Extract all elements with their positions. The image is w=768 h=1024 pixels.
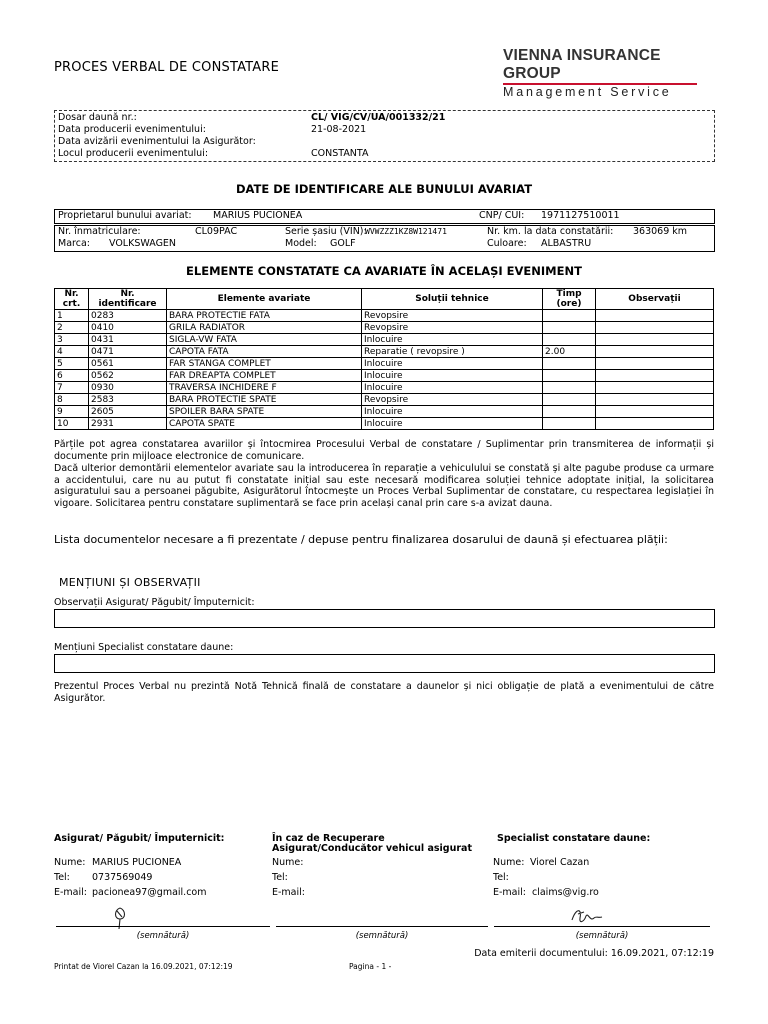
vehicle-box	[54, 225, 715, 252]
cell-solution: Inlocuire	[362, 418, 543, 430]
reg-value: CL09PAC	[195, 226, 238, 237]
table-row	[55, 346, 714, 358]
cell-id: 2605	[89, 406, 167, 418]
signature-col2-title-2: Asigurat/Conducător vehicul asigurat	[272, 843, 472, 854]
cell-nr: 3	[55, 334, 89, 346]
paragraph-agreement: Părțile pot agrea constatarea avariilor și întocmirea Procesului Verbal de constatare / Suplimentar prin transmiterea de informații și documente prin mijloace electronice de comunicare.	[54, 439, 714, 462]
table-row	[55, 334, 714, 346]
col-header-observations: Observații	[596, 289, 714, 310]
documents-list-label: Lista documentelor necesare a fi prezentate / depuse pentru finalizarea dosarului de daună și efectuarea plății:	[54, 533, 668, 546]
signature-line-col1	[56, 926, 270, 927]
cell-solution: Inlocuire	[362, 406, 543, 418]
signature-col3-title: Specialist constatare daune:	[497, 833, 651, 844]
km-label: Nr. km. la data constatării:	[487, 226, 614, 237]
cell-time	[543, 310, 596, 322]
page-number: Pagina - 1 -	[349, 962, 392, 971]
cell-id: 0562	[89, 370, 167, 382]
col3-tel-label: Tel:	[493, 872, 509, 883]
cell-solution: Inlocuire	[362, 382, 543, 394]
cell-id: 0431	[89, 334, 167, 346]
cell-observation	[596, 334, 714, 346]
logo-line1: VIENNA INSURANCE GROUP	[503, 47, 661, 82]
paragraph-supplementary: Dacă ulterior demontării elementelor avariate sau la introducerea în reparație a vehiculului se constată și alte pagube produse ca urmare a accidentului, care nu au putut fi constatate inițial sau este necesară modificarea soluției tehnice adoptate inițial, la solicitarea asiguratului sau a persoanei păgubite, Asigurătorul întocmește un Proces Verbal Suplimentar de constatare, cu respectarea legislației în vigoare. Solicitarea pentru constatare suplimentară se face prin același canal prin care s-a avizat dauna.	[54, 463, 714, 509]
cell-observation	[596, 394, 714, 406]
claim-info-box	[54, 110, 715, 162]
signature-col1-title: Asigurat/ Păgubit/ Împuternicit:	[54, 833, 225, 844]
cell-nr: 4	[55, 346, 89, 358]
col1-email-label: E-mail:	[54, 887, 87, 898]
signature-line-col3	[494, 926, 710, 927]
cell-solution: Reparatie ( revopsire )	[362, 346, 543, 358]
cell-element: FAR STANGA COMPLET	[167, 358, 362, 370]
vin-label: Serie șasiu (VIN):	[285, 226, 367, 237]
col2-name-label: Nume:	[272, 857, 304, 868]
col-header-nr: Nr. crt.	[55, 289, 89, 310]
table-row	[55, 382, 714, 394]
cell-element: CAPOTA FATA	[167, 346, 362, 358]
specialist-mentions-field[interactable]	[54, 654, 715, 673]
cell-observation	[596, 418, 714, 430]
cell-id: 0283	[89, 310, 167, 322]
cell-nr: 7	[55, 382, 89, 394]
signature-line-col2	[276, 926, 488, 927]
cell-solution: Inlocuire	[362, 358, 543, 370]
cell-element: BARA PROTECTIE FATA	[167, 310, 362, 322]
cell-element: FAR DREAPTA COMPLET	[167, 370, 362, 382]
cell-nr: 5	[55, 358, 89, 370]
cell-nr: 10	[55, 418, 89, 430]
col-header-elements: Elemente avariate	[167, 289, 362, 310]
cell-observation	[596, 370, 714, 382]
document-title: PROCES VERBAL DE CONSTATARE	[54, 60, 280, 75]
cell-time	[543, 394, 596, 406]
cell-observation	[596, 358, 714, 370]
cell-nr: 1	[55, 310, 89, 322]
event-place-value: CONSTANTA	[311, 148, 369, 159]
company-logo	[503, 47, 697, 99]
make-label: Marca:	[58, 238, 90, 249]
signature-col2-title-1: În caz de Recuperare	[272, 833, 385, 844]
cell-observation	[596, 310, 714, 322]
col3-email-label: E-mail:	[493, 887, 526, 898]
cell-time: 2.00	[543, 346, 596, 358]
table-row	[55, 418, 714, 430]
cell-id: 0410	[89, 322, 167, 334]
color-value: ALBASTRU	[541, 238, 592, 249]
logo-line2: Management Service	[503, 84, 672, 99]
cell-time	[543, 358, 596, 370]
cnp-value: 1971127510011	[541, 210, 620, 221]
cell-solution: Inlocuire	[362, 370, 543, 382]
cell-nr: 2	[55, 322, 89, 334]
event-date-label: Data producerii evenimentului:	[58, 124, 206, 135]
col1-name-value: MARIUS PUCIONEA	[92, 857, 182, 868]
col1-email-value: pacionea97@gmail.com	[92, 887, 207, 898]
observations-label: Observații Asigurat/ Păgubit/ Împuternicit:	[54, 597, 255, 608]
cell-element: SPOILER BARA SPATE	[167, 406, 362, 418]
cell-time	[543, 418, 596, 430]
cell-time	[543, 322, 596, 334]
signature-col1-scribble	[108, 905, 138, 931]
signature-label-col3: (semnătură)	[575, 931, 629, 941]
col2-email-label: E-mail:	[272, 887, 305, 898]
col-header-solutions: Soluții tehnice	[362, 289, 543, 310]
make-value: VOLKSWAGEN	[109, 238, 177, 249]
col1-tel-value: 0737569049	[92, 872, 153, 883]
cell-solution: Revopsire	[362, 394, 543, 406]
dosar-label: Dosar daună nr.:	[58, 112, 137, 123]
col1-name-label: Nume:	[54, 857, 86, 868]
disclaimer-paragraph: Prezentul Proces Verbal nu prezintă Notă Tehnică finală de constatare a daunelor și nici obligație de plată a evenimentului de către Asigurător.	[54, 681, 714, 704]
cell-observation	[596, 406, 714, 418]
table-row	[55, 406, 714, 418]
cell-element: CAPOTA SPATE	[167, 418, 362, 430]
cell-element: SIGLA-VW FATA	[167, 334, 362, 346]
model-value: GOLF	[330, 238, 356, 249]
owner-row	[54, 209, 715, 224]
km-value: 363069 km	[633, 226, 688, 237]
table-row	[55, 310, 714, 322]
col3-email-value: claims@vig.ro	[532, 887, 599, 898]
cell-id: 0561	[89, 358, 167, 370]
cell-id: 2583	[89, 394, 167, 406]
table-row	[55, 370, 714, 382]
cell-solution: Revopsire	[362, 322, 543, 334]
col2-tel-label: Tel:	[272, 872, 288, 883]
col1-tel-label: Tel:	[54, 872, 70, 883]
cell-time	[543, 370, 596, 382]
cell-nr: 8	[55, 394, 89, 406]
vehicle-section-title: DATE DE IDENTIFICARE ALE BUNULUI AVARIAT	[235, 182, 533, 196]
table-row	[55, 358, 714, 370]
owner-label: Proprietarul bunului avariat:	[58, 210, 192, 221]
table-row	[55, 394, 714, 406]
mentions-title: MENȚIUNI ȘI OBSERVAȚII	[59, 576, 201, 589]
event-place-label: Locul producerii evenimentului:	[58, 148, 209, 159]
cell-time	[543, 334, 596, 346]
signature-label-col1: (semnătură)	[136, 931, 190, 941]
dosar-value: CL/ VIG/CV/UA/001332/21	[311, 112, 446, 123]
col-header-id: Nr. identificare	[89, 289, 167, 310]
signature-col3-scribble	[568, 906, 606, 928]
table-row	[55, 322, 714, 334]
observations-field[interactable]	[54, 609, 715, 628]
cell-element: TRAVERSA INCHIDERE F	[167, 382, 362, 394]
cell-nr: 9	[55, 406, 89, 418]
cell-id: 2931	[89, 418, 167, 430]
specialist-mentions-label: Mențiuni Specialist constatare daune:	[54, 642, 234, 653]
printed-by: Printat de Viorel Cazan la 16.09.2021, 07:12:19	[54, 962, 233, 971]
cell-observation	[596, 322, 714, 334]
notice-date-label: Data avizării evenimentului la Asigurător:	[58, 136, 256, 147]
vin-value: WVWZZZ1KZ8W121471	[365, 227, 447, 236]
cell-element: GRILA RADIATOR	[167, 322, 362, 334]
cell-solution: Revopsire	[362, 310, 543, 322]
col3-name-value: Viorel Cazan	[530, 857, 590, 868]
cell-id: 0930	[89, 382, 167, 394]
cell-nr: 6	[55, 370, 89, 382]
cell-observation	[596, 346, 714, 358]
cell-id: 0471	[89, 346, 167, 358]
cell-time	[543, 382, 596, 394]
col3-name-label: Nume:	[493, 857, 525, 868]
issue-date: Data emiterii documentului: 16.09.2021, 07:12:19	[474, 948, 714, 959]
cnp-label: CNP/ CUI:	[479, 210, 525, 221]
cell-observation	[596, 382, 714, 394]
reg-label: Nr. înmatriculare:	[58, 226, 141, 237]
table-header-row	[55, 289, 714, 310]
cell-solution: Inlocuire	[362, 334, 543, 346]
damage-section-title: ELEMENTE CONSTATATE CA AVARIATE ÎN ACELAȘI EVENIMENT	[186, 264, 582, 278]
signature-label-col2: (semnătură)	[355, 931, 409, 941]
owner-value: MARIUS PUCIONEA	[213, 210, 303, 221]
model-label: Model:	[285, 238, 317, 249]
cell-element: BARA PROTECTIE SPATE	[167, 394, 362, 406]
damage-table	[54, 288, 714, 430]
col-header-time: Timp (ore)	[543, 289, 596, 310]
cell-time	[543, 406, 596, 418]
event-date-value: 21-08-2021	[311, 124, 367, 135]
color-label: Culoare:	[487, 238, 527, 249]
